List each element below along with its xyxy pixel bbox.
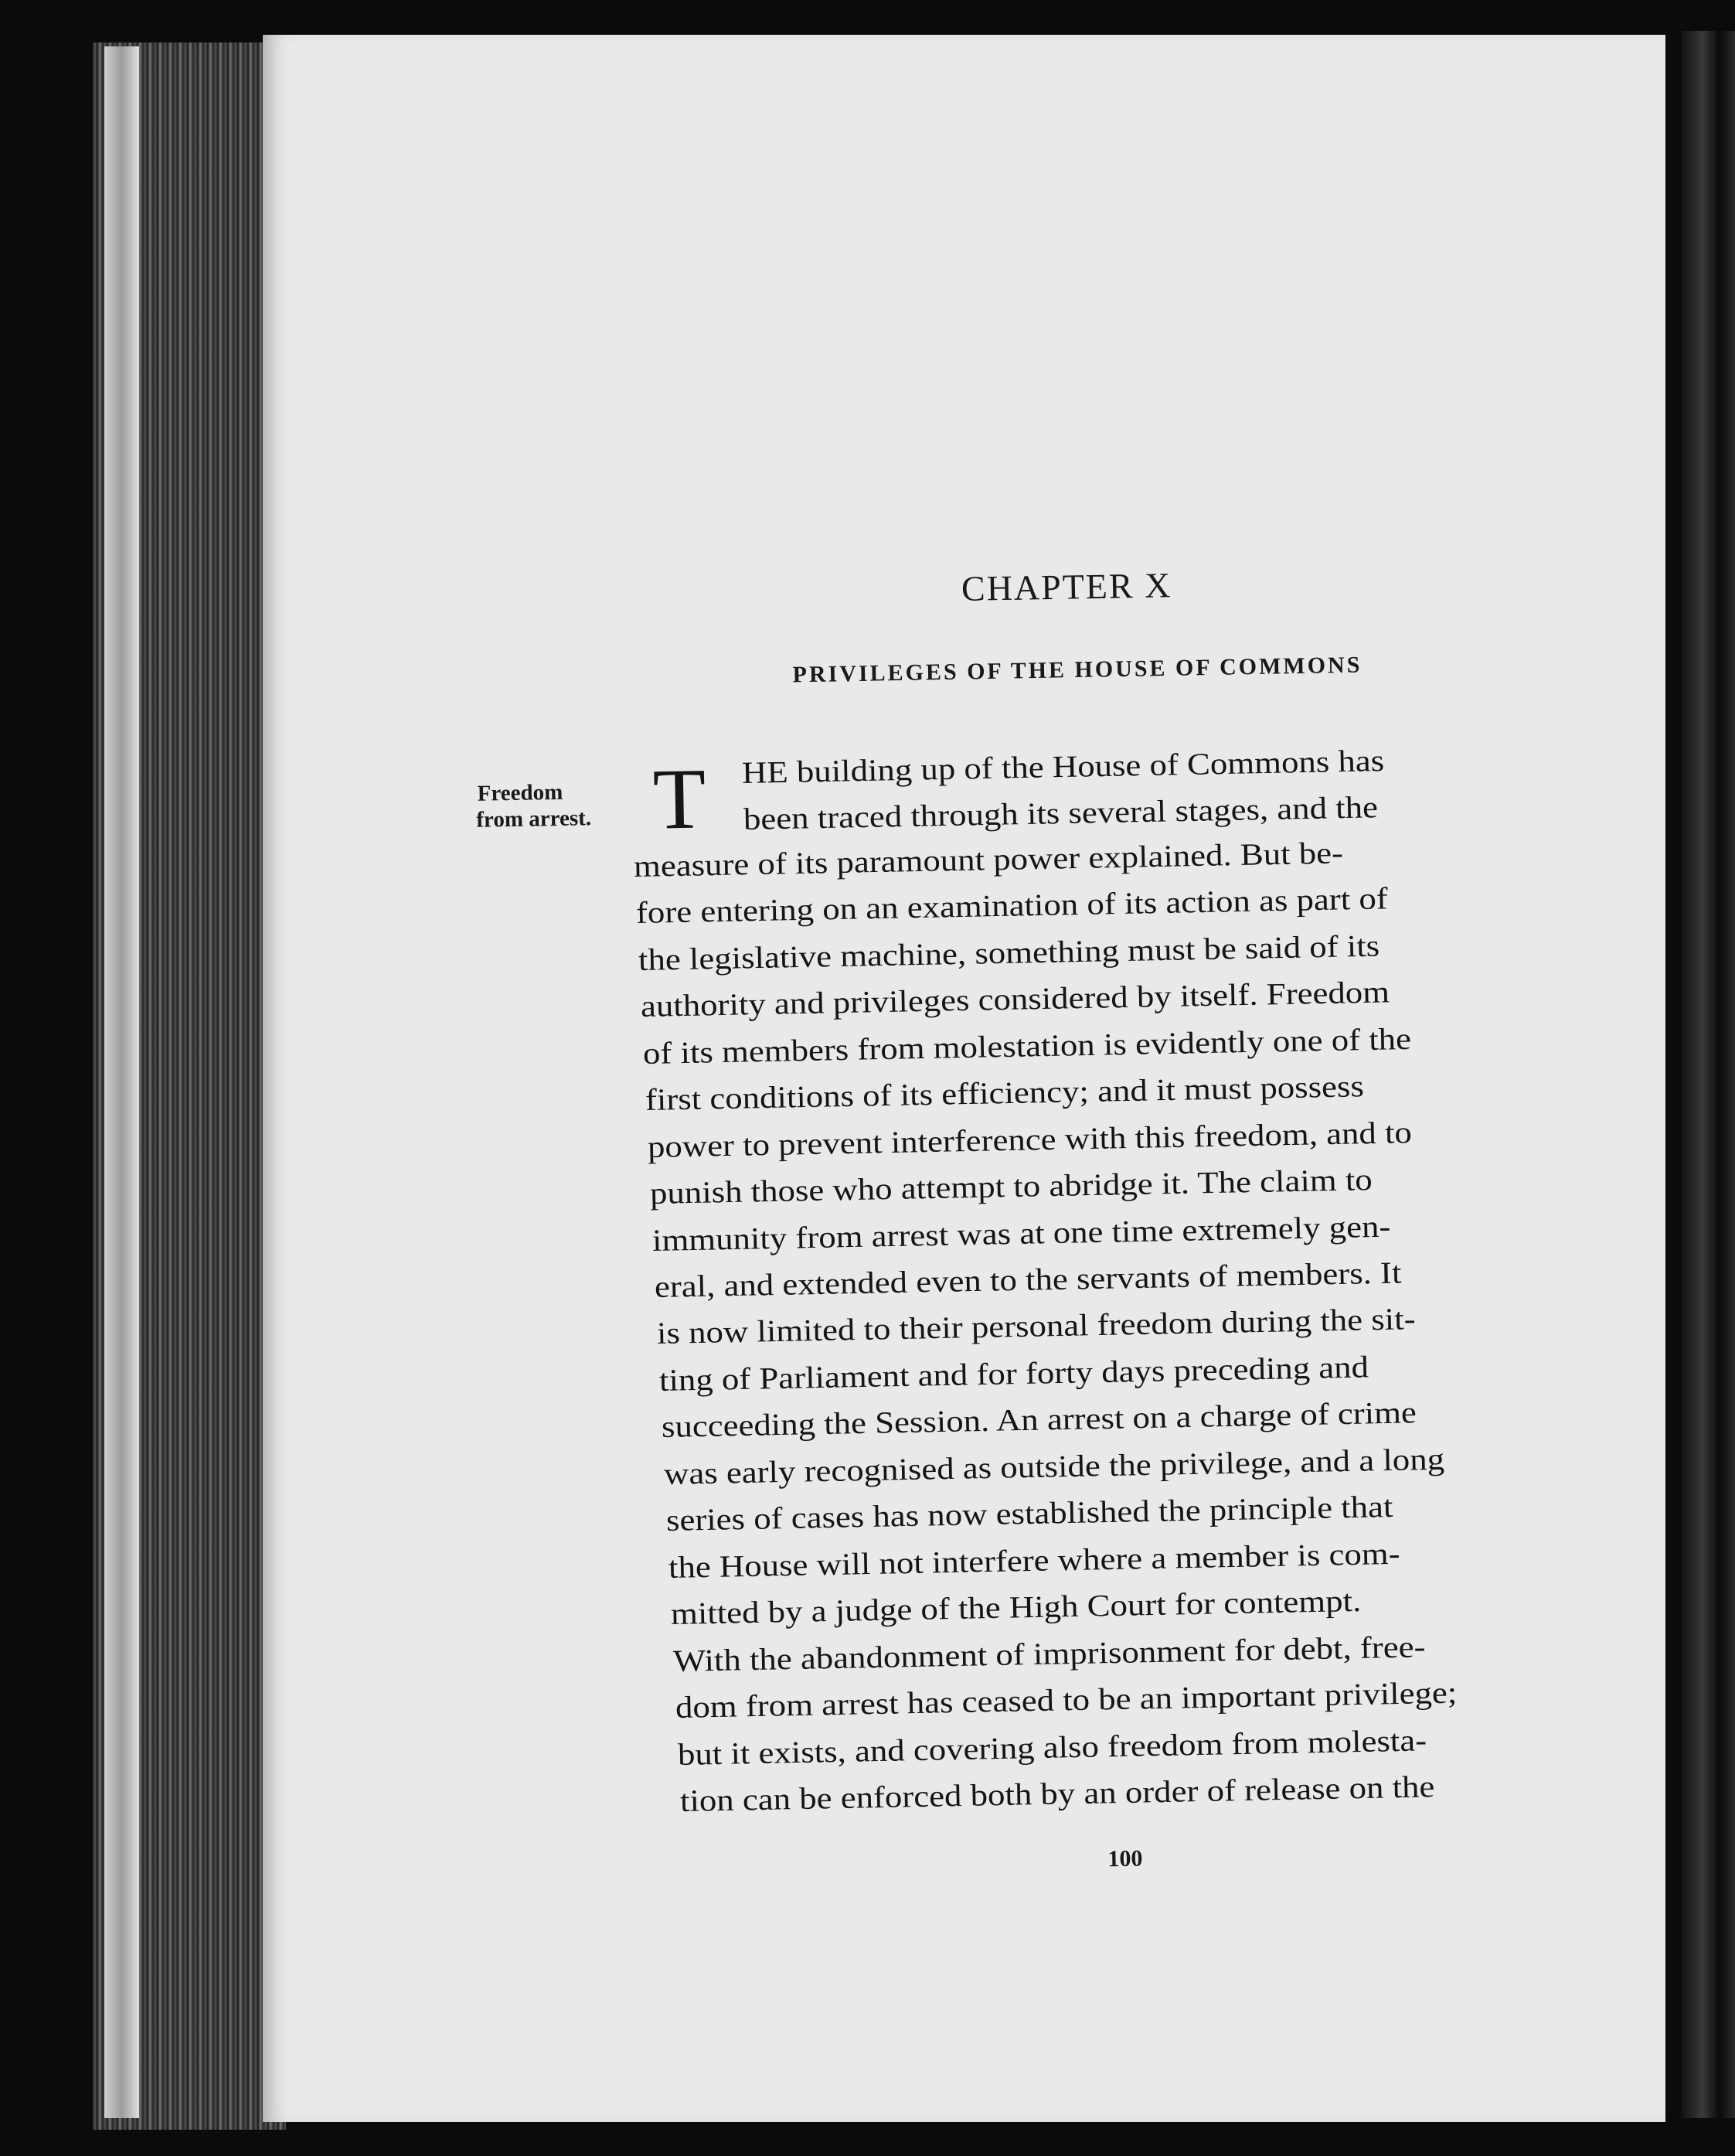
text-line: immunity from arrest was at one time extremely gen- [651,1208,1391,1258]
text-line: been traced through its several stages, and the [743,789,1379,837]
text-line: measure of its paramount power explained. But be- [633,835,1344,884]
page-number: 100 [1107,1845,1143,1872]
text-line: dom from arrest has ceased to be an important privilege; [675,1674,1458,1725]
text-line: of its members from molestation is evidently one of the [642,1020,1412,1071]
text-line: eral, and extended even to the servants of members. It [654,1255,1402,1304]
margin-note-line-2: from arrest. [476,806,592,833]
text-line: but it exists, and covering also freedom from molesta- [677,1722,1427,1772]
text-line: series of cases has now established the principle that [665,1489,1393,1538]
text-line: authority and privileges considered by itself. Freedom [640,974,1390,1024]
text-line: mitted by a judge of the High Court for contempt. [670,1583,1362,1632]
text-line: power to prevent interference with this freedom, and to [647,1114,1413,1164]
margin-note-line-1: Freedom [477,779,563,806]
text-line: succeeding the Session. An arrest on a charge of crime [661,1395,1417,1445]
text-line: the legislative machine, something must be said of its [638,928,1380,977]
chapter-subtitle: PRIVILEGES OF THE HOUSE OF COMMONS [792,652,1362,688]
text-line: ting of Parliament and for forty days preceding and [658,1349,1369,1398]
drop-cap: T [651,751,707,848]
text-line: fore entering on an examination of its action as part of [635,880,1389,931]
text-line: first conditions of its efficiency; and it must possess [645,1068,1365,1118]
text-line: HE building up of the House of Commons has [741,743,1385,790]
text-line: With the abandonment of imprisonment for debt, free- [672,1628,1426,1678]
text-line: tion can be enforced both by an order of release on the [679,1769,1435,1818]
text-line: was early recognised as outside the privilege, and a long [663,1441,1445,1491]
text-line: punish those who attempt to abridge it. The claim to [649,1162,1373,1211]
text-line: the House will not interfere where a member is com- [668,1535,1400,1585]
text-line: is now limited to their personal freedom during the sit- [656,1301,1416,1351]
